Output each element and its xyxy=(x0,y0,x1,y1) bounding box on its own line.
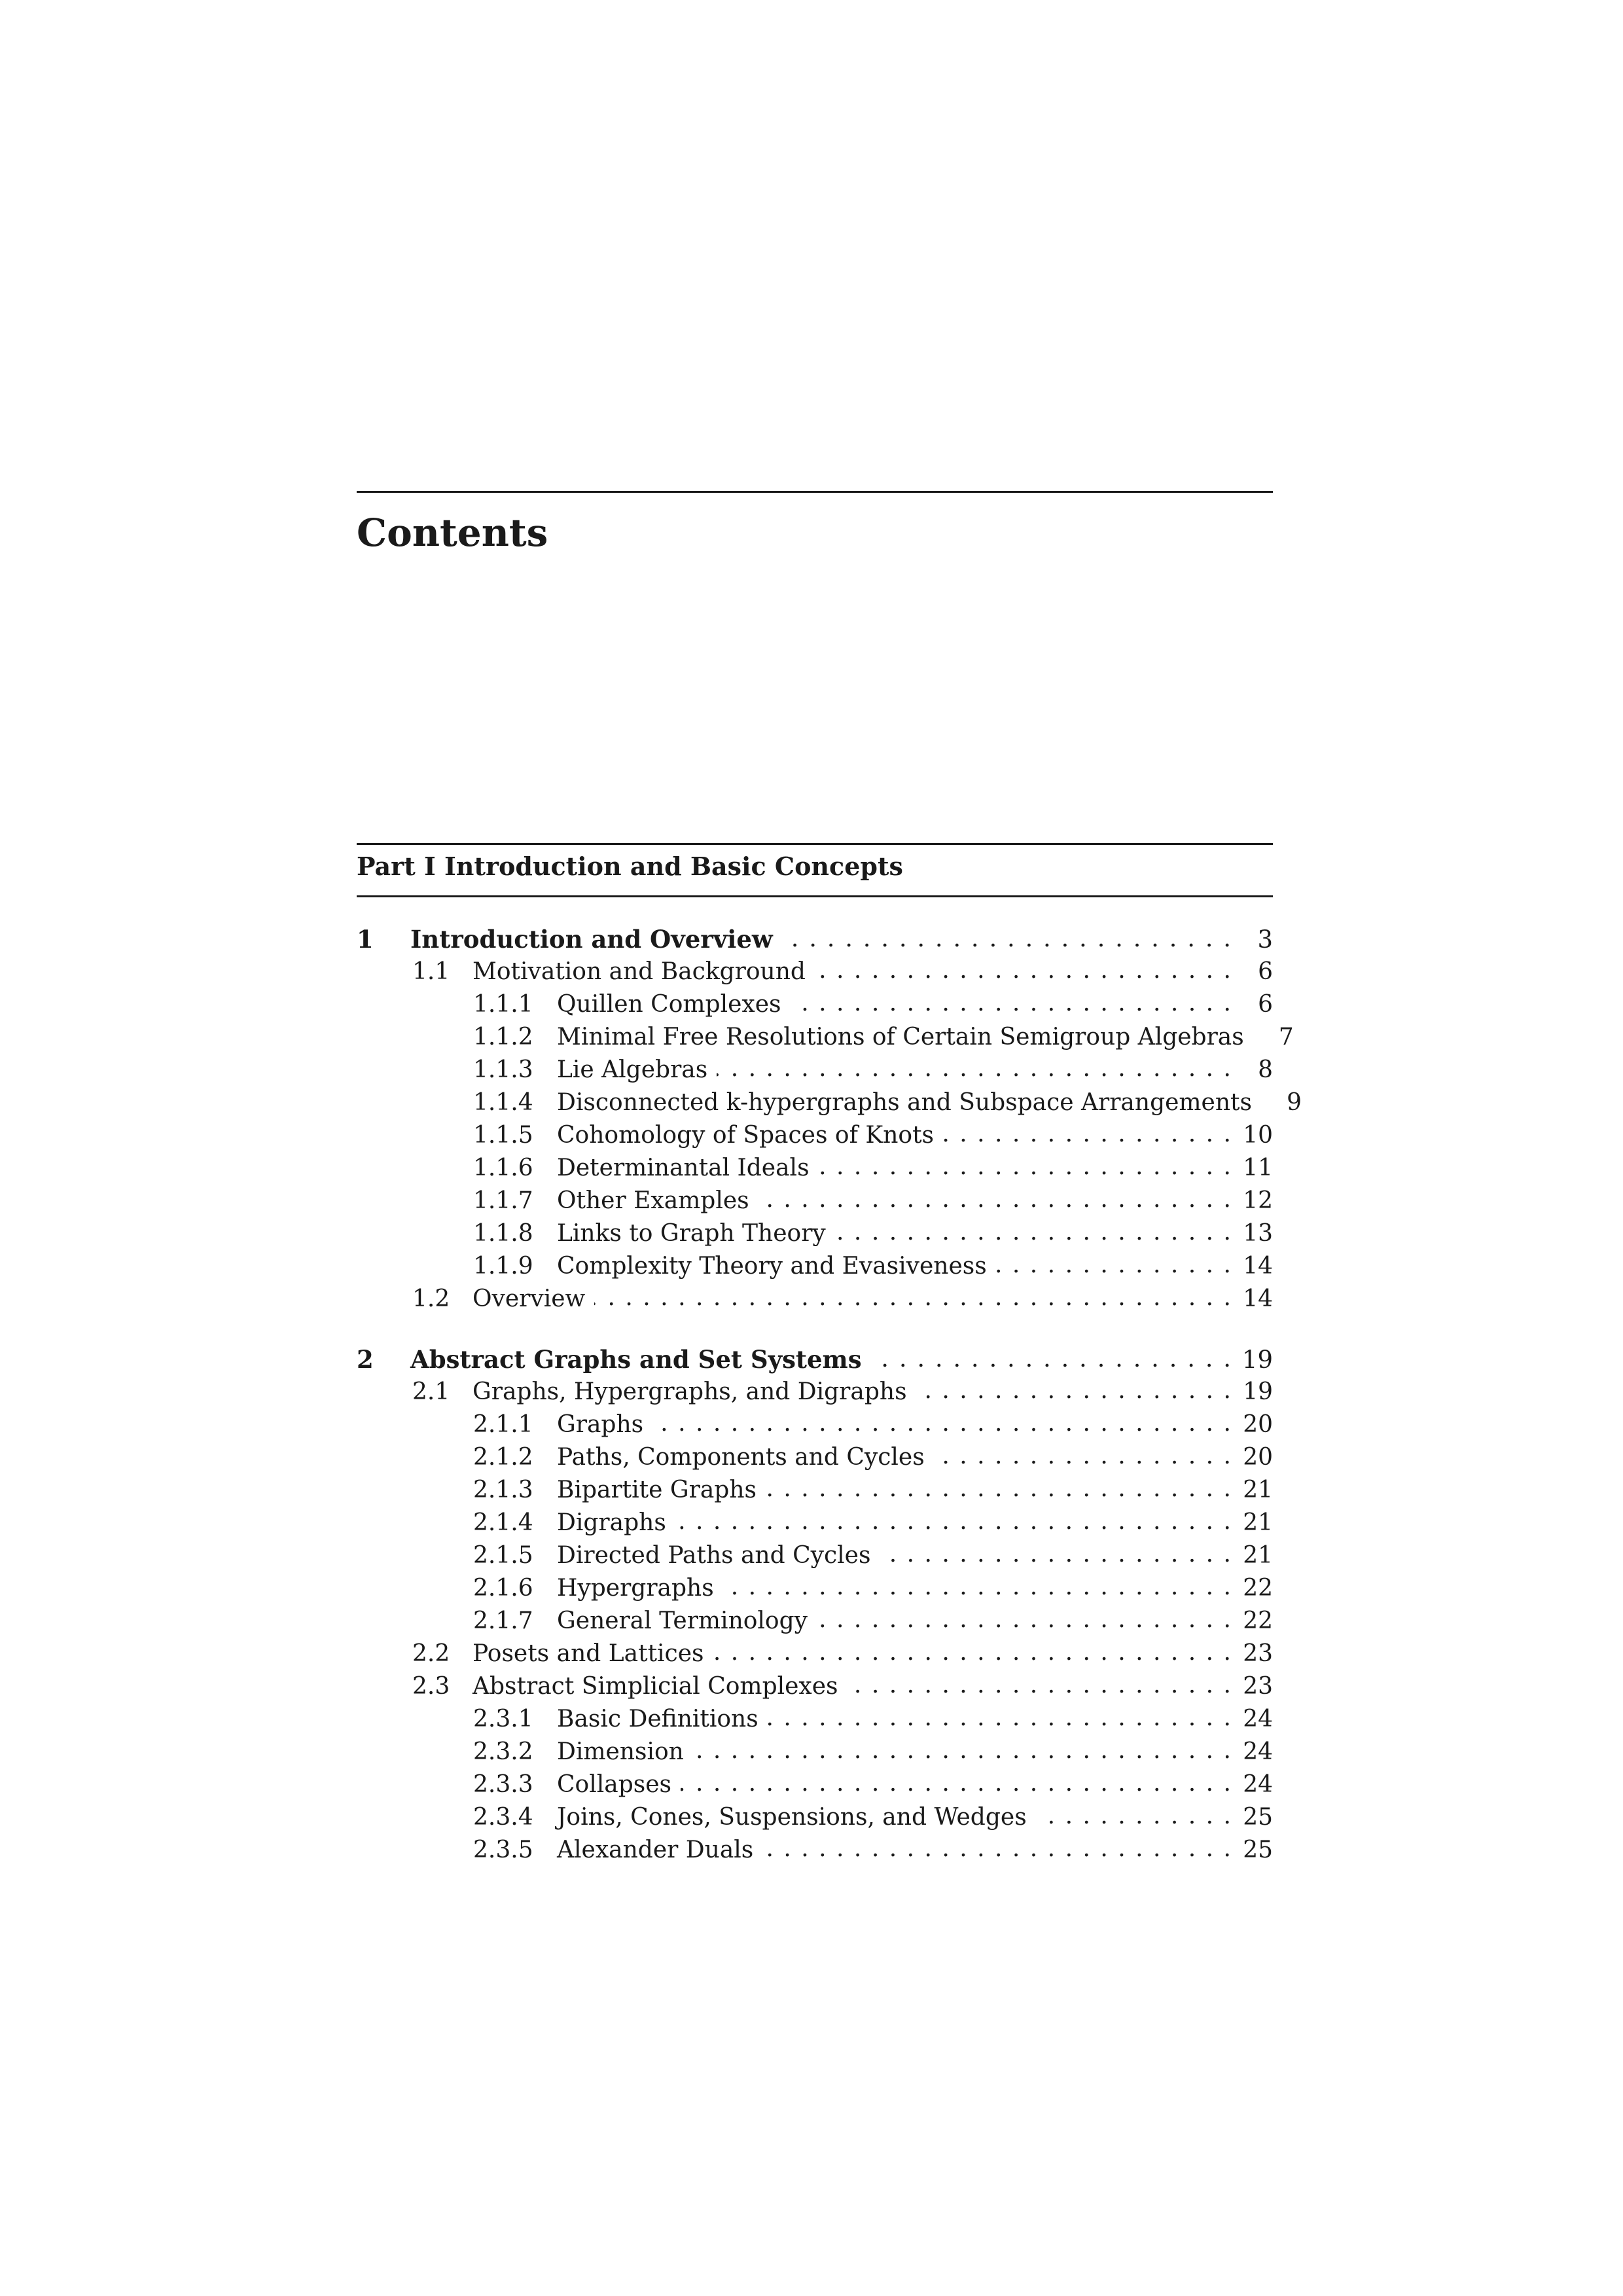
toc-subsection-entry[interactable] xyxy=(357,1507,1273,1539)
toc-entry-page: 25 xyxy=(1243,1804,1273,1831)
toc-section-entry[interactable] xyxy=(357,1670,1273,1703)
toc-subsection-entry[interactable] xyxy=(357,1441,1273,1474)
toc-subsection-entry[interactable] xyxy=(357,1086,1302,1119)
toc-subsection-entry[interactable] xyxy=(357,1119,1273,1152)
toc-entry-number: 1.1.9 xyxy=(473,1253,533,1280)
toc-entry-title: Hypergraphs xyxy=(557,1575,714,1602)
toc-entry-number: 1.1.1 xyxy=(473,991,533,1018)
toc-dot-leader xyxy=(652,1407,1232,1440)
toc-entry-page: 23 xyxy=(1243,1673,1273,1700)
toc-entry-number: 2.2 xyxy=(412,1640,450,1667)
toc-entry-number: 1.1.4 xyxy=(473,1089,533,1116)
toc-entry-number: 2.3.3 xyxy=(473,1771,533,1798)
toc-chapter-entry[interactable] xyxy=(357,923,1273,956)
toc-subsection-entry[interactable] xyxy=(357,1834,1273,1867)
toc-section-entry[interactable] xyxy=(357,1638,1273,1670)
toc-entry-page: 21 xyxy=(1243,1542,1273,1569)
toc-subsection-entry[interactable] xyxy=(357,988,1273,1021)
toc-dot-leader xyxy=(758,1183,1232,1216)
toc-entry-number: 1.1.8 xyxy=(473,1220,533,1247)
toc-dot-leader xyxy=(675,1505,1232,1538)
toc-entry-number: 1.1 xyxy=(412,958,450,985)
toc-subsection-entry[interactable] xyxy=(357,1768,1273,1801)
toc-entry-page: 20 xyxy=(1243,1411,1273,1438)
toc-entry-page: 3 xyxy=(1257,925,1273,954)
toc-dot-leader xyxy=(762,1833,1232,1865)
toc-entry-page: 24 xyxy=(1243,1771,1273,1798)
toc-dot-leader xyxy=(717,1052,1232,1085)
toc-entry-title: Directed Paths and Cycles xyxy=(557,1542,871,1569)
toc-dot-leader xyxy=(693,1734,1232,1767)
toc-entry-number: 2.3.2 xyxy=(473,1738,533,1765)
toc-entry-number: 2.1.2 xyxy=(473,1444,533,1471)
toc-entry-title: Abstract Simplicial Complexes xyxy=(473,1673,838,1700)
toc-section-entry[interactable] xyxy=(357,1283,1273,1316)
toc-entry-title: Lie Algebras xyxy=(557,1056,708,1083)
toc-entry-title: Graphs xyxy=(557,1411,644,1438)
toc-entry-title: Overview xyxy=(473,1285,586,1312)
toc-entry-page: 7 xyxy=(1278,1024,1294,1050)
toc-entry-title: Introduction and Overview xyxy=(410,925,773,954)
toc-dot-leader xyxy=(871,1342,1232,1375)
toc-entry-title: Links to Graph Theory xyxy=(557,1220,826,1247)
toc-dot-leader xyxy=(782,922,1232,955)
toc-subsection-entry[interactable] xyxy=(357,1152,1273,1185)
toc-entry-title: Digraphs xyxy=(557,1509,666,1536)
toc-entry-page: 9 xyxy=(1287,1089,1302,1116)
toc-entry-number: 2.1.7 xyxy=(473,1607,533,1634)
toc-subsection-entry[interactable] xyxy=(357,1250,1273,1283)
part-top-rule xyxy=(357,843,1273,845)
toc-entry-page: 24 xyxy=(1243,1738,1273,1765)
toc-dot-leader xyxy=(847,1669,1232,1702)
toc-dot-leader xyxy=(934,1440,1232,1473)
toc-entry-title: General Terminology xyxy=(557,1607,808,1634)
toc-entry-title: Cohomology of Spaces of Knots xyxy=(557,1122,935,1149)
toc-entry-title: Basic Definitions xyxy=(557,1706,758,1732)
toc-dot-leader xyxy=(681,1767,1232,1800)
toc-entry-number: 2.3.1 xyxy=(473,1706,533,1732)
toc-entry-page: 13 xyxy=(1243,1220,1273,1247)
toc-entry-page: 21 xyxy=(1243,1509,1273,1536)
toc-dot-leader xyxy=(768,1702,1232,1734)
toc-dot-leader xyxy=(943,1118,1232,1151)
toc-entry-number: 2.1.4 xyxy=(473,1509,533,1536)
toc-entry-title: Collapses xyxy=(557,1771,672,1798)
toc-entry-title: Posets and Lattices xyxy=(473,1640,704,1667)
toc-entry-title: Determinantal Ideals xyxy=(557,1155,810,1181)
toc-subsection-entry[interactable] xyxy=(357,1801,1273,1834)
toc-entry-number: 2.1 xyxy=(412,1378,450,1405)
toc-entry-title: Bipartite Graphs xyxy=(557,1477,757,1503)
toc-entry-page: 22 xyxy=(1243,1607,1273,1634)
toc-entry-title: Disconnected k-hypergraphs and Subspace Arrangements xyxy=(557,1089,1252,1116)
toc-dot-leader xyxy=(815,954,1232,987)
toc-subsection-entry[interactable] xyxy=(357,1736,1273,1768)
toc-dot-leader xyxy=(835,1216,1232,1249)
toc-dot-leader xyxy=(723,1571,1232,1604)
toc-chapter-block xyxy=(357,1343,1273,1867)
toc-entry-page: 8 xyxy=(1258,1056,1273,1083)
toc-entry-number: 2.1.3 xyxy=(473,1477,533,1503)
toc-entry-number: 1.1.5 xyxy=(473,1122,533,1149)
toc-entry-page: 14 xyxy=(1243,1253,1273,1280)
toc-entry-title: Minimal Free Resolutions of Certain Semigroup Algebras xyxy=(557,1024,1244,1050)
page-title: Contents xyxy=(357,511,548,555)
toc-dot-leader xyxy=(996,1249,1232,1282)
toc-entry-title: Paths, Components and Cycles xyxy=(557,1444,925,1471)
toc-entry-page: 6 xyxy=(1258,958,1273,985)
toc-entry-page: 6 xyxy=(1258,991,1273,1018)
toc-entry-number: 2.3.5 xyxy=(473,1837,533,1863)
part-title: Introduction and Basic Concepts xyxy=(444,852,903,881)
toc-subsection-entry[interactable] xyxy=(357,1703,1273,1736)
part-heading xyxy=(357,854,903,879)
toc-dot-leader xyxy=(790,987,1232,1020)
toc-dot-leader xyxy=(817,1604,1232,1636)
toc-subsection-entry[interactable] xyxy=(357,1185,1273,1217)
toc-subsection-entry[interactable] xyxy=(357,1572,1273,1605)
toc-entry-title: Complexity Theory and Evasiveness xyxy=(557,1253,987,1280)
toc-dot-leader xyxy=(594,1282,1232,1314)
toc-entry-number: 1.2 xyxy=(412,1285,450,1312)
toc-entry-page: 25 xyxy=(1243,1837,1273,1863)
table-of-contents xyxy=(357,923,1302,1867)
toc-subsection-entry[interactable] xyxy=(357,1539,1273,1572)
toc-chapter-entry[interactable] xyxy=(357,1343,1273,1376)
part-bottom-rule xyxy=(357,895,1273,897)
toc-dot-leader xyxy=(880,1538,1232,1571)
toc-dot-leader xyxy=(766,1473,1232,1505)
toc-entry-title: Graphs, Hypergraphs, and Digraphs xyxy=(473,1378,907,1405)
toc-entry-number: 2.1.6 xyxy=(473,1575,533,1602)
toc-entry-number: 1 xyxy=(357,925,374,954)
toc-entry-number: 2 xyxy=(357,1345,374,1374)
toc-entry-page: 19 xyxy=(1243,1378,1273,1405)
toc-entry-number: 1.1.6 xyxy=(473,1155,533,1181)
toc-entry-title: Dimension xyxy=(557,1738,684,1765)
toc-dot-leader xyxy=(1036,1800,1232,1833)
toc-subsection-entry[interactable] xyxy=(357,1054,1273,1086)
toc-entry-number: 1.1.2 xyxy=(473,1024,533,1050)
toc-subsection-entry[interactable] xyxy=(357,1217,1273,1250)
toc-entry-page: 14 xyxy=(1243,1285,1273,1312)
toc-section-entry[interactable] xyxy=(357,956,1273,988)
toc-chapter-block xyxy=(357,923,1302,1316)
toc-entry-number: 1.1.7 xyxy=(473,1187,533,1214)
toc-entry-page: 20 xyxy=(1243,1444,1273,1471)
toc-entry-title: Alexander Duals xyxy=(557,1837,754,1863)
toc-dot-leader xyxy=(713,1636,1233,1669)
toc-entry-title: Abstract Graphs and Set Systems xyxy=(410,1345,862,1374)
toc-entry-page: 12 xyxy=(1243,1187,1273,1214)
part-label: Part I xyxy=(357,852,436,881)
toc-entry-page: 23 xyxy=(1243,1640,1273,1667)
toc-dot-leader xyxy=(819,1151,1232,1183)
toc-entry-page: 19 xyxy=(1241,1346,1273,1374)
toc-entry-page: 24 xyxy=(1243,1706,1273,1732)
toc-dot-leader xyxy=(916,1374,1232,1407)
toc-subsection-entry[interactable] xyxy=(357,1474,1273,1507)
toc-entry-number: 2.3.4 xyxy=(473,1804,533,1831)
title-top-rule xyxy=(357,491,1273,493)
toc-subsection-entry[interactable] xyxy=(357,1605,1273,1638)
toc-entry-title: Quillen Complexes xyxy=(557,991,781,1018)
toc-entry-title: Joins, Cones, Suspensions, and Wedges xyxy=(557,1804,1027,1831)
toc-entry-number: 2.3 xyxy=(412,1673,450,1700)
toc-subsection-entry[interactable] xyxy=(357,1408,1273,1441)
toc-subsection-entry[interactable] xyxy=(357,1021,1294,1054)
toc-entry-page: 22 xyxy=(1243,1575,1273,1602)
toc-entry-title: Motivation and Background xyxy=(473,958,806,985)
toc-entry-number: 2.1.5 xyxy=(473,1542,533,1569)
toc-entry-page: 21 xyxy=(1243,1477,1273,1503)
toc-entry-number: 2.1.1 xyxy=(473,1411,533,1438)
toc-entry-title: Other Examples xyxy=(557,1187,749,1214)
toc-section-entry[interactable] xyxy=(357,1376,1273,1408)
toc-entry-page: 11 xyxy=(1243,1155,1273,1181)
toc-entry-page: 10 xyxy=(1243,1122,1273,1149)
toc-entry-number: 1.1.3 xyxy=(473,1056,533,1083)
